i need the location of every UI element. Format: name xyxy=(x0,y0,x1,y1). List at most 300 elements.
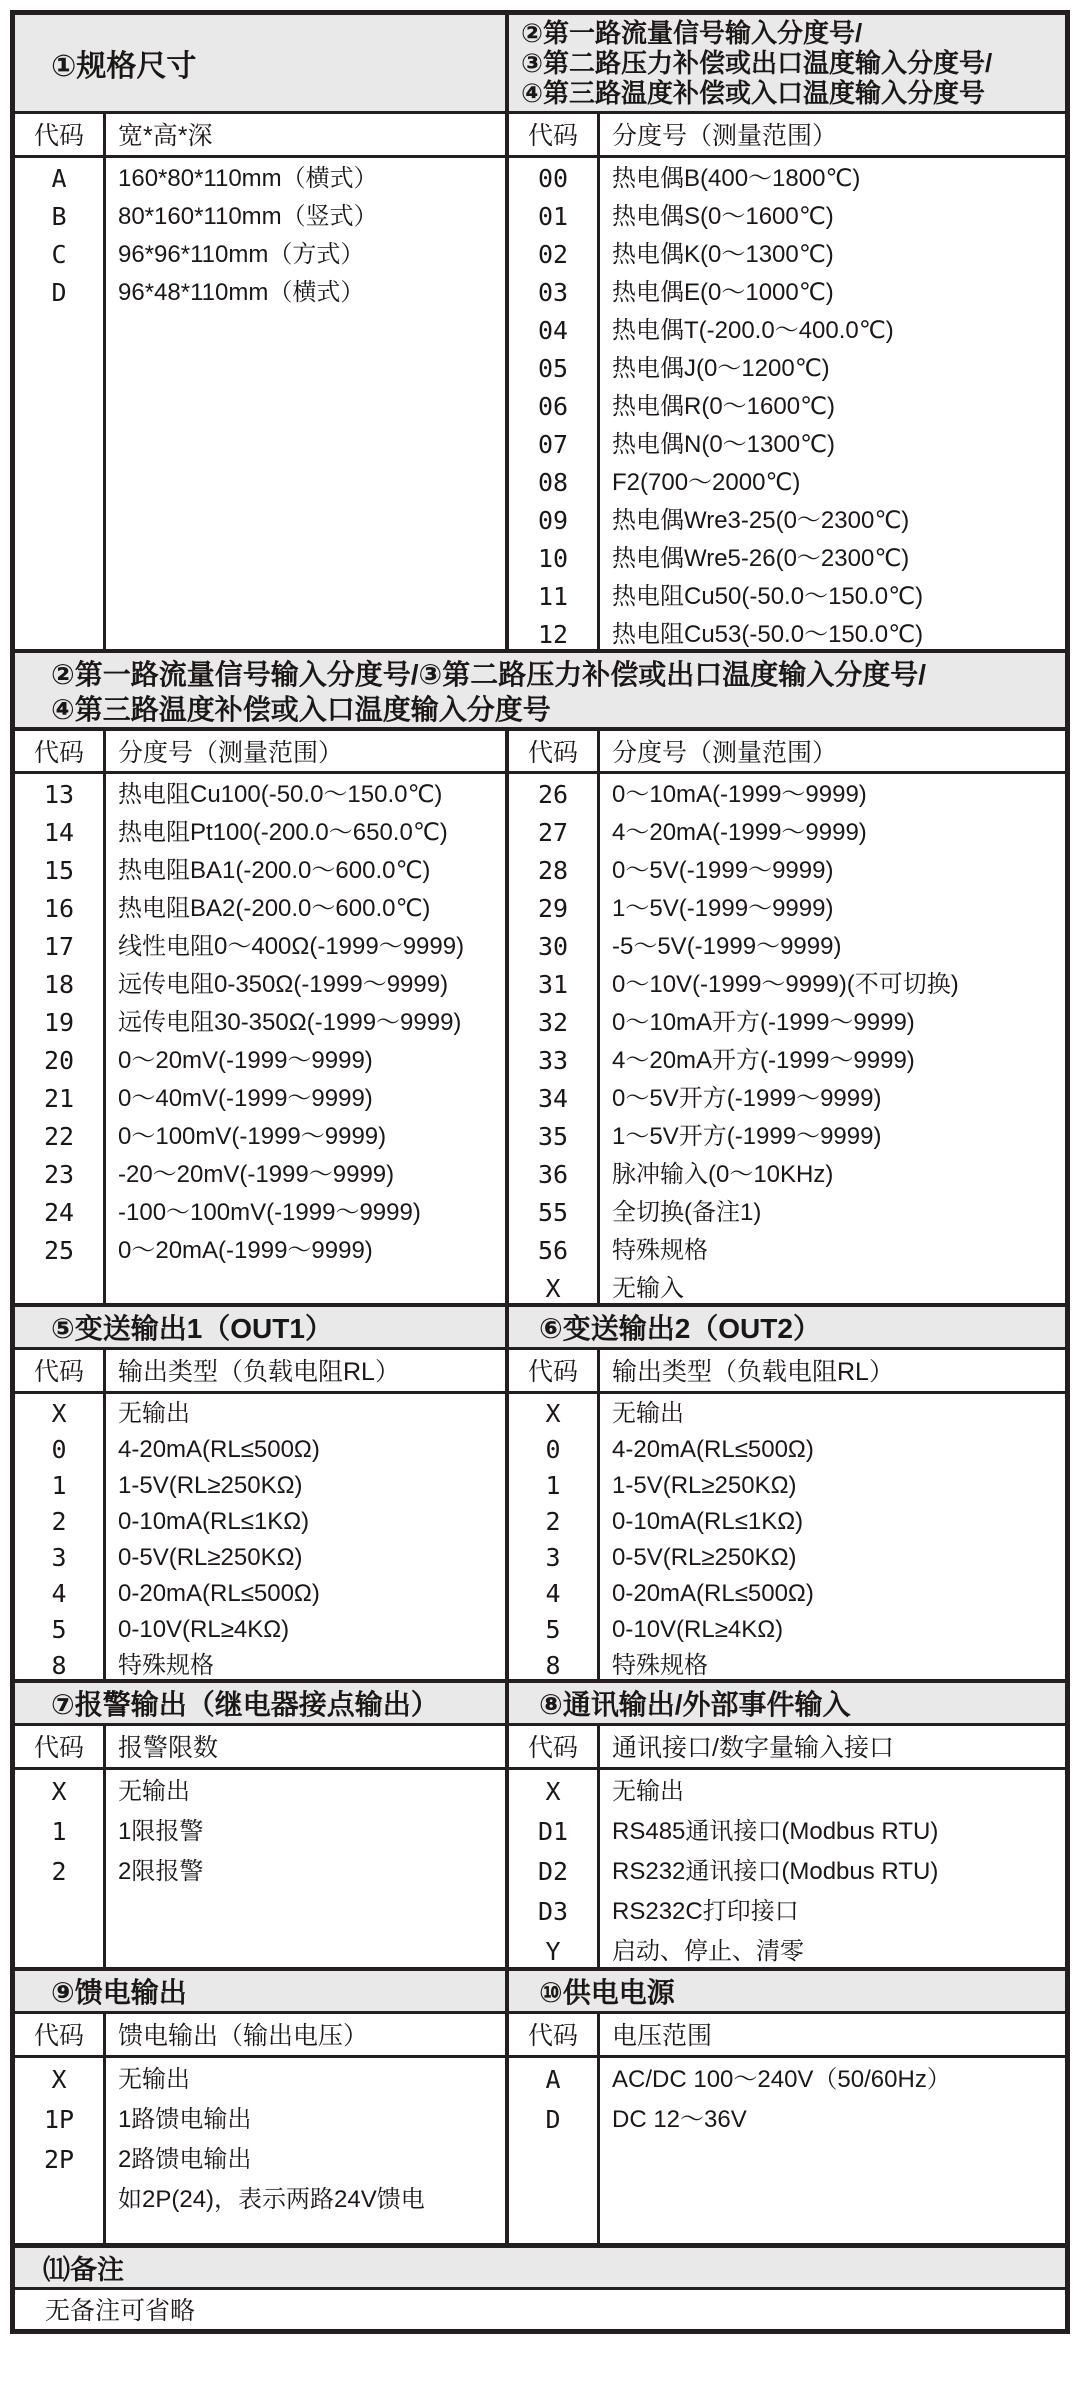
table-row xyxy=(509,1232,1065,1270)
row-code: 24 xyxy=(43,1198,75,1227)
comm-interface-column-header: 通讯接口/数字量输入接口 xyxy=(612,1734,894,1762)
column-divider xyxy=(103,158,106,649)
row-code: 12 xyxy=(537,620,569,649)
table-row xyxy=(509,928,1065,966)
row-desc: 1-5V(RL≥250KΩ) xyxy=(118,1472,303,1499)
row-desc: 热电偶E(0～1000℃) xyxy=(612,279,834,306)
comm-section-title: ⑧通讯输出/外部事件输入 xyxy=(539,1689,851,1720)
row-desc: 远传电阻0-350Ω(-1999～9999) xyxy=(118,971,449,998)
table-row xyxy=(15,1540,505,1576)
row-desc: 0-10mA(RL≤1KΩ) xyxy=(612,1508,804,1535)
table-row xyxy=(15,2100,505,2140)
table-row xyxy=(509,1612,1065,1648)
range-subheader-left xyxy=(15,731,505,771)
row-code: D1 xyxy=(537,1817,569,1846)
table-row xyxy=(15,1004,505,1042)
section-5-6-banner-band xyxy=(15,1303,1065,1347)
column-divider xyxy=(597,158,600,649)
table-row xyxy=(15,890,505,928)
table-row xyxy=(509,426,1065,464)
row-desc: 热电阻Cu100(-50.0～150.0℃) xyxy=(118,781,443,808)
column-divider xyxy=(103,2058,106,2243)
row-desc: 热电阻Pt100(-200.0～650.0℃) xyxy=(118,819,448,846)
input-rows-13-25 xyxy=(15,774,505,1303)
row-code: 3 xyxy=(545,1543,561,1572)
table-row xyxy=(509,1042,1065,1080)
row-desc: 0～100mV(-1999～9999) xyxy=(118,1123,387,1150)
table-row xyxy=(15,274,505,312)
remark-note-band xyxy=(15,2287,1065,2329)
table-row xyxy=(15,1576,505,1612)
table-row xyxy=(509,1194,1065,1232)
row-code: 22 xyxy=(43,1122,75,1151)
row-code: 19 xyxy=(43,1008,75,1037)
table-row xyxy=(509,1396,1065,1432)
row-desc: RS232通讯接口(Modbus RTU) xyxy=(612,1858,939,1885)
column-divider xyxy=(597,2058,600,2243)
code-column-header: 代码 xyxy=(527,739,578,767)
out1-section-header xyxy=(15,1307,505,1347)
row-code: 09 xyxy=(537,506,569,535)
row-desc: 热电阻Cu53(-50.0～150.0℃) xyxy=(612,621,924,648)
alarm-section-title: ⑦报警输出（继电器接点输出） xyxy=(51,1689,439,1720)
row-code: 04 xyxy=(537,316,569,345)
table-row xyxy=(509,1468,1065,1504)
column-divider xyxy=(597,1394,600,1679)
code-column-header: 代码 xyxy=(527,1734,578,1762)
row-code: X xyxy=(545,1777,561,1806)
column-divider xyxy=(103,2014,106,2055)
out2-section-header xyxy=(505,1307,1065,1347)
row-desc: 热电偶J(0～1200℃) xyxy=(612,355,830,382)
row-code: 2 xyxy=(51,1507,67,1536)
out1-rows xyxy=(15,1394,505,1679)
row-code: 30 xyxy=(537,932,569,961)
row-code: 07 xyxy=(537,430,569,459)
row-code xyxy=(15,2180,103,2220)
row-code: 8 xyxy=(545,1651,561,1680)
remark-section-title: ⑾备注 xyxy=(15,2248,1065,2287)
row-desc: 4-20mA(RL≤500Ω) xyxy=(612,1436,814,1463)
row-code: 5 xyxy=(545,1615,561,1644)
table-row xyxy=(15,1612,505,1648)
row-code: 00 xyxy=(537,164,569,193)
row-desc: 0-10V(RL≥4KΩ) xyxy=(612,1616,784,1643)
row-desc: 如2P(24)，表示两路24V馈电 xyxy=(118,2186,425,2213)
row-code: 55 xyxy=(537,1198,569,1227)
row-code: 1 xyxy=(51,1471,67,1500)
row-desc: 热电阻BA1(-200.0～600.0℃) xyxy=(118,857,431,884)
row-code: 27 xyxy=(537,818,569,847)
code-column-header: 代码 xyxy=(33,2022,84,2050)
row-code: Y xyxy=(545,1937,561,1966)
row-desc: 热电阻BA2(-200.0～600.0℃) xyxy=(118,895,431,922)
row-desc: 1-5V(RL≥250KΩ) xyxy=(612,1472,797,1499)
row-code: X xyxy=(545,1274,561,1303)
row-code: 35 xyxy=(537,1122,569,1151)
size-subheader xyxy=(15,114,505,155)
row-desc: 热电偶K(0～1300℃) xyxy=(612,241,834,268)
row-desc: 特殊规格 xyxy=(118,1652,214,1679)
table-row xyxy=(15,1118,505,1156)
table-row xyxy=(509,1852,1065,1892)
row-code: 8 xyxy=(51,1651,67,1680)
banner-line-2: ④第三路温度补偿或入口温度输入分度号 xyxy=(51,694,551,725)
size-column-header: 宽*高*深 xyxy=(118,122,213,150)
row-code: 1 xyxy=(545,1471,561,1500)
table-row xyxy=(509,1540,1065,1576)
table-row xyxy=(15,236,505,274)
table-row xyxy=(15,852,505,890)
column-divider xyxy=(103,731,106,771)
out2-section-title: ⑥变送输出2（OUT2） xyxy=(539,1313,821,1344)
row-desc: RS232C打印接口 xyxy=(612,1898,799,1925)
row-desc: 无输入 xyxy=(612,1275,684,1302)
ordering-spec-table xyxy=(10,10,1070,2334)
row-desc: 0-5V(RL≥250KΩ) xyxy=(118,1544,303,1571)
input-title-line-3: ④第三路温度补偿或入口温度输入分度号 xyxy=(521,78,986,108)
range-column-header: 分度号（测量范围） xyxy=(612,739,838,767)
table-row xyxy=(509,1812,1065,1852)
row-code: C xyxy=(51,240,67,269)
row-code: 16 xyxy=(43,894,75,923)
power-subheader xyxy=(505,2014,1065,2055)
row-code: 11 xyxy=(537,582,569,611)
input-section-header xyxy=(505,15,1065,111)
table-row xyxy=(15,1194,505,1232)
feed-rows xyxy=(15,2058,505,2243)
row-desc: 0-5V(RL≥250KΩ) xyxy=(612,1544,797,1571)
row-desc: 热电阻Cu50(-50.0～150.0℃) xyxy=(612,583,924,610)
column-divider xyxy=(103,1394,106,1679)
table-row xyxy=(509,502,1065,540)
row-code: A xyxy=(51,164,67,193)
row-desc: 启动、停止、清零 xyxy=(612,1938,804,1965)
row-code: 18 xyxy=(43,970,75,999)
row-desc: 远传电阻30-350Ω(-1999～9999) xyxy=(118,1009,462,1036)
row-code: 32 xyxy=(537,1008,569,1037)
row-code: 23 xyxy=(43,1160,75,1189)
table-row xyxy=(15,2060,505,2100)
table-row xyxy=(509,1080,1065,1118)
table-row xyxy=(509,1576,1065,1612)
subheader-band-2 xyxy=(15,727,1065,771)
power-rows xyxy=(505,2058,1065,2243)
table-row xyxy=(509,388,1065,426)
section-1-header-band xyxy=(15,15,1065,111)
row-code: 2 xyxy=(545,1507,561,1536)
table-row xyxy=(15,1812,505,1852)
table-row xyxy=(509,2100,1065,2140)
body-band-5 xyxy=(15,2055,1065,2243)
row-desc: -100～100mV(-1999～9999) xyxy=(118,1199,421,1226)
row-code: 15 xyxy=(43,856,75,885)
table-row xyxy=(15,2140,505,2180)
power-section-header xyxy=(505,1971,1065,2011)
row-code: X xyxy=(545,1399,561,1428)
subheader-band-3 xyxy=(15,1347,1065,1391)
row-desc: 0～10V(-1999～9999)(不可切换) xyxy=(612,971,959,998)
row-code: 14 xyxy=(43,818,75,847)
row-code: A xyxy=(545,2065,561,2094)
body-band-1 xyxy=(15,155,1065,649)
feed-section-header xyxy=(15,1971,505,2011)
table-row xyxy=(509,312,1065,350)
row-desc: 热电偶Wre5-26(0～2300℃) xyxy=(612,545,910,572)
comm-section-header xyxy=(505,1683,1065,1723)
row-code: D2 xyxy=(537,1857,569,1886)
row-code: 17 xyxy=(43,932,75,961)
row-desc: 0～10mA(-1999～9999) xyxy=(612,781,867,808)
table-row xyxy=(15,814,505,852)
row-code: 13 xyxy=(43,780,75,809)
power-section-title: ⑩供电电源 xyxy=(539,1977,675,2008)
code-column-header: 代码 xyxy=(33,122,84,150)
input-title-line-2: ③第二路压力补偿或出口温度输入分度号/ xyxy=(521,48,993,78)
row-code: D xyxy=(545,2105,561,2134)
out2-rows xyxy=(505,1394,1065,1679)
output-type-column-header: 输出类型（负载电阻RL） xyxy=(118,1358,400,1386)
input-rows-26-x xyxy=(505,774,1065,1303)
table-row xyxy=(15,1396,505,1432)
row-desc: -5～5V(-1999～9999) xyxy=(612,933,842,960)
row-desc: 0-20mA(RL≤500Ω) xyxy=(612,1580,814,1607)
table-row xyxy=(509,1504,1065,1540)
row-desc: 0～40mV(-1999～9999) xyxy=(118,1085,373,1112)
out1-section-title: ⑤变送输出1（OUT1） xyxy=(51,1313,333,1344)
feed-section-title: ⑨馈电输出 xyxy=(51,1977,187,2008)
row-desc: 无输出 xyxy=(612,1778,684,1805)
row-code: 0 xyxy=(51,1435,67,1464)
row-desc: 无输出 xyxy=(612,1400,684,1427)
table-row xyxy=(15,1042,505,1080)
row-desc: 1～5V开方(-1999～9999) xyxy=(612,1123,882,1150)
row-desc: 热电偶T(-200.0～400.0℃) xyxy=(612,317,894,344)
row-code: 06 xyxy=(537,392,569,421)
alarm-limit-column-header: 报警限数 xyxy=(118,1734,219,1762)
feed-output-column-header: 馈电输出（输出电压） xyxy=(118,2022,369,2050)
comm-subheader xyxy=(505,1726,1065,1767)
out1-subheader xyxy=(15,1350,505,1391)
row-desc: 0～20mA(-1999～9999) xyxy=(118,1237,373,1264)
table-row xyxy=(509,1772,1065,1812)
table-row xyxy=(509,350,1065,388)
row-code: 20 xyxy=(43,1046,75,1075)
column-divider xyxy=(103,1770,106,1967)
row-desc: 4～20mA开方(-1999～9999) xyxy=(612,1047,915,1074)
row-code: 25 xyxy=(43,1236,75,1265)
column-divider xyxy=(597,774,600,1303)
table-row xyxy=(15,2180,505,2220)
row-desc: DC 12～36V xyxy=(612,2106,747,2133)
table-row xyxy=(15,1772,505,1812)
table-row xyxy=(15,1504,505,1540)
row-code: 36 xyxy=(537,1160,569,1189)
range-column-header: 分度号（测量范围） xyxy=(118,739,344,767)
row-desc: 2路馈电输出 xyxy=(118,2146,252,2173)
table-row xyxy=(509,236,1065,274)
comm-rows xyxy=(505,1770,1065,1967)
column-divider xyxy=(597,1770,600,1967)
row-desc: 热电偶N(0～1300℃) xyxy=(612,431,836,458)
row-code: 1 xyxy=(51,1817,67,1846)
table-row xyxy=(15,1432,505,1468)
table-row xyxy=(509,814,1065,852)
subheader-band-4 xyxy=(15,1723,1065,1767)
size-rows xyxy=(15,158,505,649)
code-column-header: 代码 xyxy=(33,1358,84,1386)
row-desc: -20～20mV(-1999～9999) xyxy=(118,1161,395,1188)
row-desc: 160*80*110mm（横式） xyxy=(118,165,378,192)
row-code: 2P xyxy=(43,2145,75,2174)
table-row xyxy=(509,1432,1065,1468)
row-desc: 96*96*110mm（方式） xyxy=(118,241,365,268)
body-band-3 xyxy=(15,1391,1065,1679)
column-divider xyxy=(597,114,600,155)
table-row xyxy=(509,464,1065,502)
row-code: 3 xyxy=(51,1543,67,1572)
row-desc: 无输出 xyxy=(118,1778,190,1805)
row-desc: 0～10mA开方(-1999～9999) xyxy=(612,1009,915,1036)
row-desc: 0-20mA(RL≤500Ω) xyxy=(118,1580,320,1607)
column-divider xyxy=(103,774,106,1303)
row-code: 03 xyxy=(537,278,569,307)
row-desc: 0-10V(RL≥4KΩ) xyxy=(118,1616,290,1643)
row-desc: 1～5V(-1999～9999) xyxy=(612,895,834,922)
range-column-header: 分度号（测量范围） xyxy=(612,122,838,150)
input-title-line-1: ②第一路流量信号输入分度号/ xyxy=(521,18,863,48)
feed-subheader xyxy=(15,2014,505,2055)
column-divider xyxy=(597,1350,600,1391)
row-code: B xyxy=(51,202,67,231)
row-code: 02 xyxy=(537,240,569,269)
table-row xyxy=(509,776,1065,814)
output-type-column-header: 输出类型（负载电阻RL） xyxy=(612,1358,894,1386)
row-desc: 全切换(备注1) xyxy=(612,1199,762,1226)
code-column-header: 代码 xyxy=(527,2022,578,2050)
row-code: D3 xyxy=(537,1897,569,1926)
row-code: 08 xyxy=(537,468,569,497)
row-desc: 热电偶Wre3-25(0～2300℃) xyxy=(612,507,910,534)
table-row xyxy=(509,540,1065,578)
row-code: 4 xyxy=(51,1579,67,1608)
remark-banner-band xyxy=(15,2243,1065,2287)
row-code: 28 xyxy=(537,856,569,885)
table-row xyxy=(15,966,505,1004)
voltage-range-column-header: 电压范围 xyxy=(612,2022,713,2050)
table-row xyxy=(15,1156,505,1194)
table-row xyxy=(509,274,1065,312)
table-row xyxy=(509,1892,1065,1932)
table-row xyxy=(15,160,505,198)
row-desc: 0～5V(-1999～9999) xyxy=(612,857,834,884)
column-divider xyxy=(103,114,106,155)
table-row xyxy=(509,852,1065,890)
row-desc: 1路馈电输出 xyxy=(118,2106,252,2133)
input-rows-00-12 xyxy=(505,158,1065,649)
row-code: 4 xyxy=(545,1579,561,1608)
row-code: 5 xyxy=(51,1615,67,1644)
table-row xyxy=(509,890,1065,928)
table-row xyxy=(509,578,1065,616)
out2-subheader xyxy=(505,1350,1065,1391)
table-row xyxy=(15,1852,505,1892)
input-section-title xyxy=(509,15,1065,108)
row-desc: 4～20mA(-1999～9999) xyxy=(612,819,867,846)
remark-note: 无备注可省略 xyxy=(45,2297,196,2325)
row-desc: 热电偶R(0～1600℃) xyxy=(612,393,836,420)
row-desc: 无输出 xyxy=(118,2066,190,2093)
row-code: 05 xyxy=(537,354,569,383)
column-divider xyxy=(103,1350,106,1391)
banner-line-1: ②第一路流量信号输入分度号/③第二路压力补偿或出口温度输入分度号/ xyxy=(51,659,926,690)
alarm-rows xyxy=(15,1770,505,1967)
row-desc: 96*48*110mm（横式） xyxy=(118,279,365,306)
code-column-header: 代码 xyxy=(527,1358,578,1386)
table-row xyxy=(15,1232,505,1270)
row-desc: 2限报警 xyxy=(118,1858,204,1885)
row-code: 29 xyxy=(537,894,569,923)
row-desc: 热电偶S(0～1600℃) xyxy=(612,203,834,230)
table-row xyxy=(509,1118,1065,1156)
row-code: X xyxy=(51,2065,67,2094)
row-desc: 热电偶B(400～1800℃) xyxy=(612,165,861,192)
table-row xyxy=(15,198,505,236)
row-desc: 脉冲输入(0～10KHz) xyxy=(612,1161,834,1188)
column-divider xyxy=(597,731,600,771)
table-row xyxy=(509,1004,1065,1042)
code-column-header: 代码 xyxy=(33,1734,84,1762)
size-section-title: ①规格尺寸 xyxy=(51,50,197,83)
subheader-band-5 xyxy=(15,2011,1065,2055)
row-desc: 无输出 xyxy=(118,1400,190,1427)
row-desc: 0～5V开方(-1999～9999) xyxy=(612,1085,882,1112)
row-code: 10 xyxy=(537,544,569,573)
row-desc: 线性电阻0～400Ω(-1999～9999) xyxy=(118,933,465,960)
row-code: 56 xyxy=(537,1236,569,1265)
table-row xyxy=(509,1932,1065,1972)
row-desc: 特殊规格 xyxy=(612,1652,708,1679)
section-2-banner-band xyxy=(15,649,1065,727)
row-desc: F2(700～2000℃) xyxy=(612,469,801,496)
table-row xyxy=(15,1080,505,1118)
row-code: 1P xyxy=(43,2105,75,2134)
row-code: X xyxy=(51,1777,67,1806)
table-row xyxy=(15,928,505,966)
row-code: 01 xyxy=(537,202,569,231)
row-desc: AC/DC 100～240V（50/60Hz） xyxy=(612,2066,951,2093)
column-divider xyxy=(103,1726,106,1767)
row-code: 26 xyxy=(537,780,569,809)
range-subheader xyxy=(505,114,1065,155)
row-code: D xyxy=(51,278,67,307)
table-row xyxy=(509,198,1065,236)
row-code: 2 xyxy=(51,1857,67,1886)
row-desc: 80*160*110mm（竖式） xyxy=(118,203,378,230)
row-code: 0 xyxy=(545,1435,561,1464)
column-divider xyxy=(597,2014,600,2055)
input-section-banner xyxy=(15,653,1065,727)
size-section-header xyxy=(15,15,505,111)
code-column-header: 代码 xyxy=(527,122,578,150)
table-row xyxy=(509,966,1065,1004)
row-desc: 特殊规格 xyxy=(612,1237,708,1264)
row-desc: 0-10mA(RL≤1KΩ) xyxy=(118,1508,310,1535)
range-subheader-right xyxy=(505,731,1065,771)
row-desc: RS485通讯接口(Modbus RTU) xyxy=(612,1818,939,1845)
table-row xyxy=(15,776,505,814)
body-band-2 xyxy=(15,771,1065,1303)
